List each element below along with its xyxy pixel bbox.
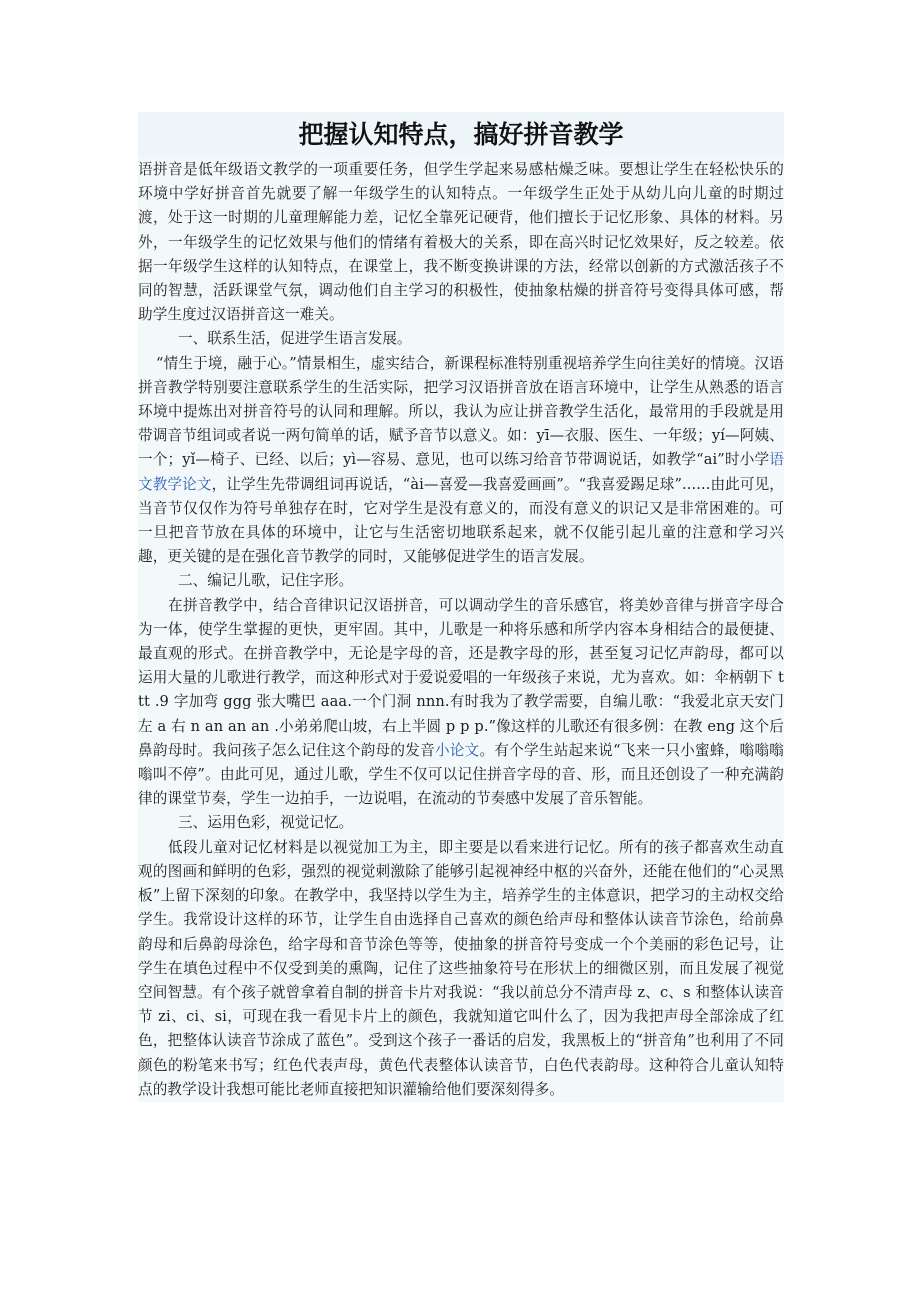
document-title: 把握认知特点，搞好拼音教学: [138, 112, 784, 158]
article-link-chinese-teaching[interactable]: 语文教学论文: [138, 451, 784, 493]
section-2-paragraph: [138, 594, 784, 812]
section-heading-1: 一、联系生活，促进学生语言发展。: [178, 330, 412, 348]
section-2-text-b: 。有个学生站起来说“飞来一只小蜜蜂，嗡嗡嗡嗡叫不停”。由此可见，通过儿歌，学生不仅可以记住拼音字母的音、形，而且还创设了一种充满韵律的课堂节奏，学生一边拍手，一边说唱，在流动的节奏感中发展了音乐智能。: [138, 741, 784, 808]
section-1-text-b: ，让学生先带调组词再说话，“ài—喜爱—我喜爱画画”。“我喜爱踢足球”......由此可见，当音节仅仅作为符号单独存在时，它对学生是没有意义的，而没有意义的识记又是非常困难的。可一旦把音节放在具体的环境中，让它与生活密切地联系起来，就不仅能引起儿童的注意和学习兴趣，更关键的是在强化音节教学的同时，又能够促进学生的语言发展。: [138, 475, 784, 566]
section-1-paragraph: [138, 352, 784, 570]
section-2-text-a: 在拼音教学中，结合音律识记汉语拼音，可以调动学生的音乐感官，将美妙音律与拼音字母合为一体，使学生掌握的更快，更牢固。其中，儿歌是一种将乐感和所学内容本身相结合的最便捷、最直观的形式。在拼音教学中，无论是字母的音，还是教字母的形，甚至复习记忆声韵母，都可以运用大量的儿歌进行教学，而这种形式对于爱说爱唱的一年级孩子来说，尤为喜欢。如：伞柄朝下 ttt .9 字加弯 ggg 张大嘴巴 aaa.一个门洞 nnn.有时我为了教学需要，自编儿歌：“我爱北京天安门左 a 右 n an an an .小弟弟爬山坡，右上半圆 p p p.”像这样的儿歌还有很多例：在教 eng 这个后鼻韵母时。我问孩子怎么记住这个韵母的发音: [138, 596, 784, 759]
section-heading-2: 二、编记儿歌，记住字形。: [178, 572, 354, 590]
intro-paragraph: 语拼音是低年级语文教学的一项重要任务，但学生学起来易感枯燥乏味。要想让学生在轻松快乐的环境中学好拼音首先就要了解一年级学生的认知特点。一年级学生正处于从幼儿向儿童的时期过渡，处于这一时期的儿童理解能力差，记忆全靠死记硬背，他们擅长于记忆形象、具体的材料。另外，一年级学生的记忆效果与他们的情绪有着极大的关系，即在高兴时记忆效果好，反之较差。依据一年级学生这样的认知特点，在课堂上，我不断变换讲课的方法，经常以创新的方式激活孩子不同的智慧，活跃课堂气氛，调动他们自主学习的积极性，使抽象枯燥的拼音符号变得具体可感，帮助学生度过汉语拼音这一难关。: [138, 161, 784, 324]
section-1-text-a: “情生于境，融于心。”情景相生，虚实结合，新课程标准特别重视培养学生向往美好的情境。汉语拼音教学特别要注意联系学生的生活实际，把学习汉语拼音放在语言环境中，让学生从熟悉的语言环境中提炼出对拼音符号的认同和理解。所以，我认为应让拼音教学生活化，最常用的手段就是用带调音节组词或者说一两句简单的话，赋予音节以意义。如：yī—衣服、医生、一年级；yí—阿姨、一个；yǐ—椅子、已经、以后；yì—容易、意见，也可以练习给音节带调说话，如教学“ai”时小学: [138, 354, 784, 469]
section-3-paragraph: 低段儿童对记忆材料是以视觉加工为主，即主要是以看来进行记忆。所有的孩子都喜欢生动直观的图画和鲜明的色彩，强烈的视觉刺激除了能够引起视神经中枢的兴奋外，还能在他们的“心灵黑板”上留下深刻的印象。在教学中，我坚持以学生为主，培养学生的主体意识，把学习的主动权交给学生。我常设计这样的环节，让学生自由选择自己喜欢的颜色给声母和整体认读音节涂色，给前鼻韵母和后鼻韵母涂色，给字母和音节涂色等等，使抽象的拼音符号变成一个个美丽的彩色记号，让学生在填色过程中不仅受到美的熏陶，记住了这些抽象符号在形状上的细微区别，而且发展了视觉空间智慧。有个孩子就曾拿着自制的拼音卡片对我说：“我以前总分不清声母 z、c、s 和整体认读音节 zi、ci、si，可现在我一看见卡片上的颜色，我就知道它叫什么了，因为我把声母全部涂成了红色，把整体认读音节涂成了蓝色”。受到这个孩子一番话的启发，我黑板上的“拼音角”也利用了不同颜色的粉笔来书写；红色代表声母，黄色代表整体认读音节，白色代表韵母。这种符合儿童认知特点的教学设计我想可能比老师直接把知识灌输给他们要深刻得多。: [138, 838, 784, 1098]
document-page: [138, 112, 784, 1102]
section-heading-3: 三、运用色彩，视觉记忆。: [178, 814, 354, 832]
article-link-small-paper[interactable]: 小论文: [434, 741, 480, 759]
